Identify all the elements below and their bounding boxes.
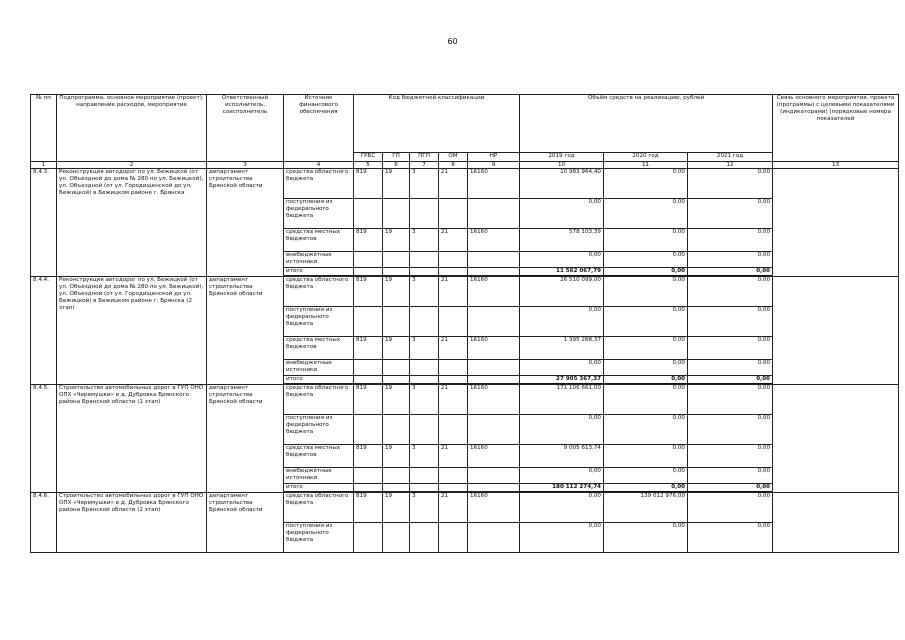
amount-2020: 0,00 xyxy=(604,229,688,252)
total-2019: 180 112 274,74 xyxy=(520,484,604,492)
code-nr: 16160 xyxy=(468,229,520,252)
measure-name: Строительство автомобильных дорог в ГУП ОНО ОПХ «Черемушки» в д. Дубровка Брянского района Брянской области (1 этап) xyxy=(57,385,207,493)
amount-2020: 0,00 xyxy=(604,307,688,337)
column-number: 1 xyxy=(31,162,57,169)
column-number: 3 xyxy=(207,162,284,169)
amount-2021: 0,00 xyxy=(688,468,773,484)
amount-2021: 0,00 xyxy=(688,169,773,199)
amount-2020: 0,00 xyxy=(604,445,688,468)
code-om: 21 xyxy=(439,229,468,252)
code-nr: 16160 xyxy=(468,385,520,415)
header-code-group: Код бюджетной классификации xyxy=(354,95,520,153)
header-subprogram: Подпрограмма, основное мероприятие (проект), направление расходов, мероприятие xyxy=(57,95,207,162)
row-number: 8.4.5. xyxy=(31,385,57,493)
code-nr: 16160 xyxy=(468,277,520,307)
amount-2019: 0,00 xyxy=(520,493,604,523)
amount-2021: 0,00 xyxy=(688,385,773,415)
amount-2019: 1 395 268,37 xyxy=(520,337,604,360)
row-number: 8.4.4. xyxy=(31,277,57,385)
amount-2020: 0,00 xyxy=(604,252,688,268)
total-2021: 0,00 xyxy=(688,484,773,492)
total-2019: 11 562 067,79 xyxy=(520,268,604,276)
amount-2019: 0,00 xyxy=(520,199,604,229)
row-number: 8.4.6. xyxy=(31,493,57,553)
code-pgp: 3 xyxy=(410,445,439,468)
code-om: 21 xyxy=(439,169,468,199)
header-code: ГП xyxy=(383,153,410,162)
amount-2021: 0,00 xyxy=(688,229,773,252)
column-number: 10 xyxy=(520,162,604,169)
amount-2019: 0,00 xyxy=(520,307,604,337)
code-om: 21 xyxy=(439,385,468,415)
code-gp: 19 xyxy=(383,385,410,415)
source-regional: средства областного бюджета xyxy=(284,493,354,523)
code-grbs: 819 xyxy=(354,277,383,307)
total-2021: 0,00 xyxy=(688,268,773,276)
responsible-executor: департамент строительства Брянской области xyxy=(207,169,284,277)
amount-2020: 0,00 xyxy=(604,415,688,445)
source-offbudget: внебюджетные источники xyxy=(284,252,354,268)
header-code: НР xyxy=(468,153,520,162)
code-pgp: 3 xyxy=(410,277,439,307)
amount-2019: 10 983 964,40 xyxy=(520,169,604,199)
amount-2021: 0,00 xyxy=(688,493,773,523)
source-federal: поступления из федерального бюджета xyxy=(284,307,354,337)
amount-2021: 0,00 xyxy=(688,445,773,468)
code-nr: 16160 xyxy=(468,337,520,360)
code-grbs: 819 xyxy=(354,169,383,199)
header-year: 2020 год xyxy=(604,153,688,162)
source-federal: поступления из федерального бюджета xyxy=(284,199,354,229)
amount-2019: 0,00 xyxy=(520,415,604,445)
amount-2019: 578 103,39 xyxy=(520,229,604,252)
code-grbs: 819 xyxy=(354,385,383,415)
source-federal: поступления из федерального бюджета xyxy=(284,523,354,553)
table-row xyxy=(31,385,899,415)
amount-2021: 0,00 xyxy=(688,199,773,229)
header-source: Источник финансового обеспечения xyxy=(284,95,354,162)
amount-2020: 0,00 xyxy=(604,277,688,307)
amount-2020: 139 012 976,00 xyxy=(604,493,688,523)
amount-2021: 0,00 xyxy=(688,277,773,307)
code-nr: 16160 xyxy=(468,169,520,199)
source-regional: средства областного бюджета xyxy=(284,277,354,307)
code-om: 21 xyxy=(439,493,468,523)
measure-name: Реконструкция автодорог по ул. Бежицкой (от ул. Объездной до дома № 280 по ул. Бежицкой), ул. Объездной (от ул. Городищенской до ул. Бежицкой) в Бежицком районе г. Брянска xyxy=(57,169,207,277)
source-local: средства местных бюджетов xyxy=(284,229,354,252)
header-code: ПГП xyxy=(410,153,439,162)
column-number: 8 xyxy=(439,162,468,169)
code-grbs: 819 xyxy=(354,493,383,523)
header-code: ГРБС xyxy=(354,153,383,162)
amount-2019: 0,00 xyxy=(520,523,604,553)
column-number: 9 xyxy=(468,162,520,169)
source-offbudget: внебюджетные источники xyxy=(284,360,354,376)
responsible-executor: департамент строительства Брянской области xyxy=(207,493,284,553)
amount-2020: 0,00 xyxy=(604,337,688,360)
page-number: 60 xyxy=(447,37,458,46)
code-nr: 16160 xyxy=(468,445,520,468)
source-regional: средства областного бюджета xyxy=(284,385,354,415)
total-2021: 0,00 xyxy=(688,376,773,384)
column-number: 5 xyxy=(354,162,383,169)
code-gp: 19 xyxy=(383,337,410,360)
table-row xyxy=(31,493,899,523)
indicator-link xyxy=(773,385,899,493)
column-number: 4 xyxy=(284,162,354,169)
header-volume-group: Объём средств на реализацию, рублей xyxy=(520,95,773,153)
budget-table xyxy=(30,94,899,553)
amount-2019: 0,00 xyxy=(520,468,604,484)
amount-2020: 0,00 xyxy=(604,169,688,199)
amount-2019: 171 106 661,00 xyxy=(520,385,604,415)
amount-2019: 0,00 xyxy=(520,252,604,268)
indicator-link xyxy=(773,169,899,277)
code-grbs: 819 xyxy=(354,337,383,360)
code-gp: 19 xyxy=(383,445,410,468)
code-pgp: 3 xyxy=(410,493,439,523)
table-header-row xyxy=(31,95,899,153)
code-om: 21 xyxy=(439,337,468,360)
amount-2020: 0,00 xyxy=(604,385,688,415)
amount-2020: 0,00 xyxy=(604,199,688,229)
header-year: 2021 год xyxy=(688,153,773,162)
column-number: 2 xyxy=(57,162,207,169)
source-total: итого xyxy=(284,484,354,492)
row-number: 8.4.3. xyxy=(31,169,57,277)
code-pgp: 3 xyxy=(410,337,439,360)
table-row xyxy=(31,277,899,307)
total-2020: 0,00 xyxy=(604,376,688,384)
amount-2021: 0,00 xyxy=(688,523,773,553)
header-responsible: Ответственный исполнитель, соисполнитель xyxy=(207,95,284,162)
header-num: № пп xyxy=(31,95,57,162)
column-number: 11 xyxy=(604,162,688,169)
amount-2019: 26 510 099,00 xyxy=(520,277,604,307)
column-numbers-row xyxy=(31,162,899,169)
amount-2021: 0,00 xyxy=(688,252,773,268)
code-nr: 16160 xyxy=(468,493,520,523)
amount-2021: 0,00 xyxy=(688,337,773,360)
total-2020: 0,00 xyxy=(604,484,688,492)
total-2020: 0,00 xyxy=(604,268,688,276)
column-number: 7 xyxy=(410,162,439,169)
column-number: 12 xyxy=(688,162,773,169)
responsible-executor: департамент строительства Брянской области xyxy=(207,277,284,385)
measure-name: Реконструкция автодорог по ул. Бежицкой (от ул. Объездной до дома № 280 по ул. Бежицкой), ул. Объездной (от ул. Городищенской до ул. Бежицкой) в Бежицком районе г. Брянска (2 этап) xyxy=(57,277,207,385)
code-pgp: 3 xyxy=(410,229,439,252)
amount-2020: 0,00 xyxy=(604,523,688,553)
header-year: 2019 год xyxy=(520,153,604,162)
table-row xyxy=(31,169,899,199)
amount-2020: 0,00 xyxy=(604,468,688,484)
indicator-link xyxy=(773,277,899,385)
code-pgp: 3 xyxy=(410,169,439,199)
amount-2021: 0,00 xyxy=(688,360,773,376)
column-number: 13 xyxy=(773,162,899,169)
amount-2019: 9 005 613,74 xyxy=(520,445,604,468)
header-link: Связь основного мероприятия, проекта (программы) с целевыми показателями (индикаторами) (порядковые номера показателей xyxy=(773,95,899,162)
code-om: 21 xyxy=(439,277,468,307)
source-total: итого xyxy=(284,268,354,276)
source-federal: поступления из федерального бюджета xyxy=(284,415,354,445)
indicator-link xyxy=(773,493,899,553)
source-local: средства местных бюджетов xyxy=(284,337,354,360)
source-local: средства местных бюджетов xyxy=(284,445,354,468)
header-code: ОМ xyxy=(439,153,468,162)
responsible-executor: департамент строительства Брянской области xyxy=(207,385,284,493)
amount-2021: 0,00 xyxy=(688,307,773,337)
measure-name: Строительство автомобильных дорог в ГУП ОНО ОПХ «Черемушки» в д. Дубровка Брянского района Брянской области (2 этап) xyxy=(57,493,207,553)
amount-2019: 0,00 xyxy=(520,360,604,376)
code-grbs: 819 xyxy=(354,445,383,468)
column-number: 6 xyxy=(383,162,410,169)
code-gp: 19 xyxy=(383,169,410,199)
total-2019: 27 905 367,37 xyxy=(520,376,604,384)
code-pgp: 3 xyxy=(410,385,439,415)
source-offbudget: внебюджетные источники xyxy=(284,468,354,484)
amount-2020: 0,00 xyxy=(604,360,688,376)
code-gp: 19 xyxy=(383,229,410,252)
code-gp: 19 xyxy=(383,277,410,307)
code-om: 21 xyxy=(439,445,468,468)
source-regional: средства областного бюджета xyxy=(284,169,354,199)
code-grbs: 819 xyxy=(354,229,383,252)
source-total: итого xyxy=(284,376,354,384)
code-gp: 19 xyxy=(383,493,410,523)
amount-2021: 0,00 xyxy=(688,415,773,445)
